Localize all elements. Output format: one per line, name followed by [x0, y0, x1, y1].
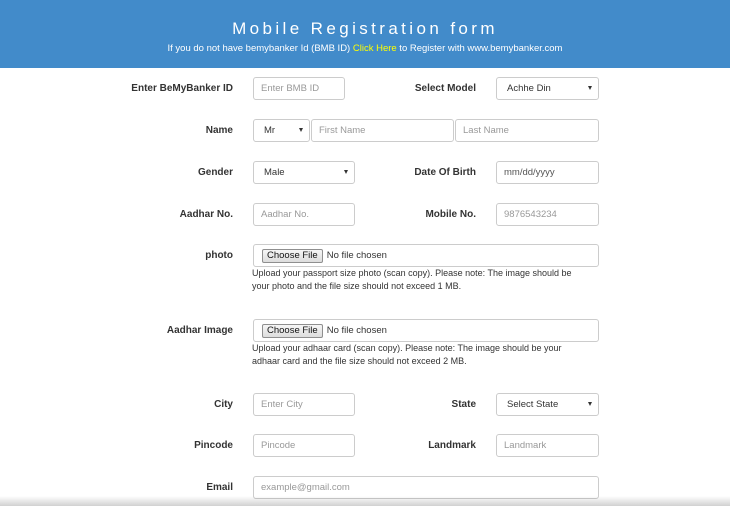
state-select-value: Select State	[507, 399, 559, 410]
header-subtitle	[0, 43, 730, 54]
subtitle-text-after: to Register with www.bemybanker.com	[396, 43, 563, 54]
photo-label: photo	[205, 250, 233, 261]
photo-choose-file-button[interactable]: Choose File	[262, 249, 323, 263]
bmb-id-input[interactable]: Enter BMB ID	[253, 77, 345, 100]
landmark-label: Landmark	[428, 440, 476, 451]
aadhar-help-line-2: adhaar card and the file size should not exceed 2 MB.	[252, 355, 467, 366]
email-input[interactable]: example@gmail.com	[253, 476, 599, 499]
chevron-down-icon	[344, 170, 348, 174]
chevron-down-icon	[299, 128, 303, 132]
gender-select[interactable]	[253, 161, 355, 184]
state-label: State	[451, 399, 476, 410]
aadhar-help-line-1: Upload your adhaar card (scan copy). Please note: The image should be your	[252, 343, 562, 353]
name-label: Name	[205, 125, 233, 136]
name-title-select[interactable]	[253, 119, 310, 142]
state-select[interactable]	[496, 393, 599, 416]
aadhar-no-label: Aadhar No.	[179, 209, 233, 220]
dob-label: Date Of Birth	[414, 167, 476, 178]
chevron-down-icon	[588, 86, 592, 90]
photo-file-status: No file chosen	[326, 250, 387, 261]
pincode-label: Pincode	[194, 440, 233, 451]
city-label: City	[214, 399, 233, 410]
gender-label: Gender	[197, 167, 233, 178]
model-select[interactable]	[496, 77, 599, 100]
aadhar-file-status: No file chosen	[326, 325, 387, 336]
subtitle-text-before: If you do not have bemybanker Id (BMB ID)	[167, 43, 353, 54]
photo-help-line-1: Upload your passport size photo (scan copy). Please note: The image should be	[252, 268, 572, 278]
photo-file-input[interactable]	[253, 244, 599, 267]
chevron-down-icon	[588, 402, 592, 406]
bmb-id-label: Enter BeMyBanker ID	[131, 83, 233, 94]
mobile-input[interactable]: 9876543234	[496, 203, 599, 226]
page-title: Mobile Registration form	[232, 19, 498, 38]
aadhar-no-input[interactable]: Aadhar No.	[253, 203, 355, 226]
model-select-value: Achhe Din	[507, 83, 551, 94]
aadhar-image-label: Aadhar Image	[166, 325, 233, 336]
first-name-input[interactable]: First Name	[311, 119, 454, 142]
last-name-input[interactable]: Last Name	[455, 119, 599, 142]
pincode-input[interactable]: Pincode	[253, 434, 355, 457]
dob-input[interactable]: mm/dd/yyyy	[496, 161, 599, 184]
landmark-input[interactable]: Landmark	[496, 434, 599, 457]
city-input[interactable]: Enter City	[253, 393, 355, 416]
email-label: Email	[206, 482, 233, 493]
register-link[interactable]: Click Here	[352, 43, 397, 54]
aadhar-help-text	[252, 342, 562, 367]
photo-help-line-2: your photo and the file size should not exceed 1 MB.	[252, 280, 462, 291]
bottom-shadow	[0, 496, 730, 506]
gender-select-value: Male	[264, 167, 285, 178]
mobile-label: Mobile No.	[425, 209, 476, 220]
page-header	[0, 0, 730, 68]
photo-help-text	[252, 267, 572, 292]
aadhar-choose-file-button[interactable]: Choose File	[262, 324, 323, 338]
model-label: Select Model	[414, 83, 476, 94]
aadhar-image-file-input[interactable]	[253, 319, 599, 342]
name-title-value: Mr	[264, 125, 276, 136]
